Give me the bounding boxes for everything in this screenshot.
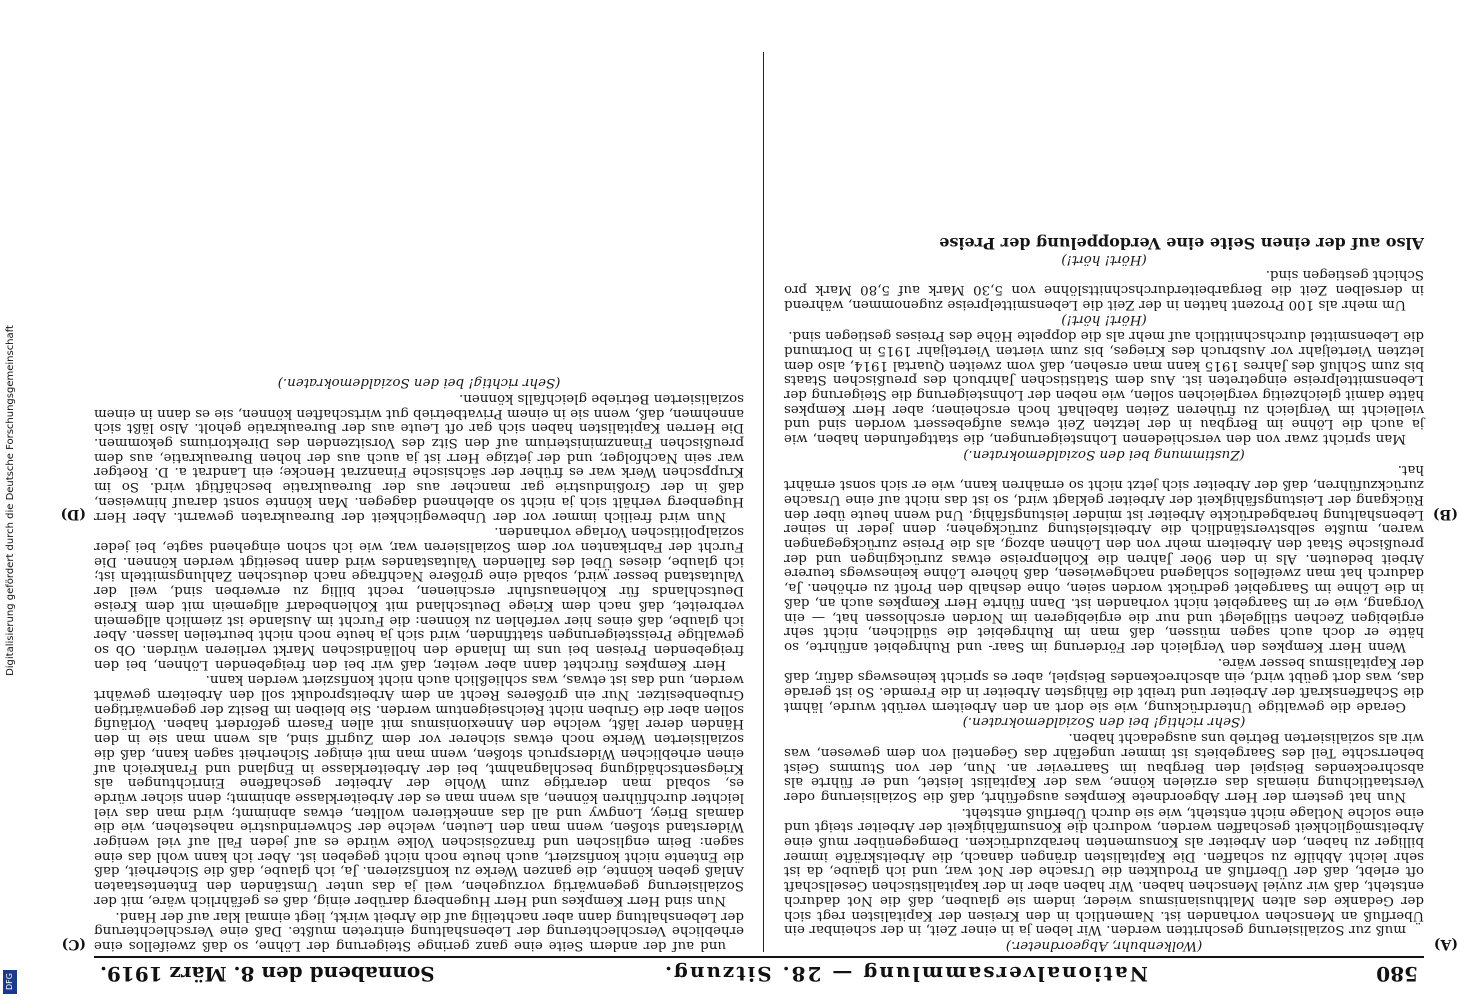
- interjection: (Hört! hört!): [1061, 251, 1147, 267]
- interjection: (Zustimmung bei den Sozialdemokraten.): [963, 446, 1245, 462]
- right-text-column: [94, 52, 744, 952]
- column-divider: [763, 52, 764, 952]
- paragraph: Man spricht zwar von den verschiedenen Lohnsteigerungen, die stattgefunden haben, wie ja auch die Löhne im Bergbau in der letzten Zeit etwas aufgebessert worden sind und vielleicht im Vergleich zu früheren Zeiten fabelhaft hoch erscheinen; aber Herr Kempkes hätte damit gleichzeitig vergleichen sollen, wie neben der Lohnsteigerung die Steigerung der Lebensmittelpreise eingetreten ist. Aus dem Statistischen Jahrbuch des preußischen Staats bis zum Schluß des Jahres 1915 kann man ersehen, daß vom zweiten Quartal 1914, also dem letzten Vierteljahr vor Ausbruch des Krieges, bis zum vierten Vierteljahr 1915 in Dortmund die Lebensmittel durchschnittlich auf mehr als die doppelte Höhe des Preises gestiegen sind.: [784, 328, 1424, 447]
- paragraph: Herr Kempkes fürchtet dann aber weiter, daß wir bei den freigebenden Löhnen, bei den freigebenden Preisen bei uns im Inlande den holländischen Markt verlieren würden. Ob so gewaltige Preissteigerungen stattfinden, wird sich ja heute noch nicht beurteilen lassen. Aber ich glaube, daß eines hier verfehlen zu können: die Furcht im Auslande ist ziemlich allgemein verbreitet, daß nach dem Kriege Deutschland mit Kohlenbedarf allgemein mit dem Kreise Deutschlands für Kohlenausfuhr erschienen, recht billig zu erwerben sind, weil der Valutastand besser wird, sobald eine größere Nachfrage nach deutschen Zahlungsmitteln ist; ich glaube, dieses Übel des fallenden Valutastandes wird dann beseitigt werden können. Die Furcht der Fabrikanten vor dem Sozialisieren war, wie ich schon eingehend sagte, bei jeder sozialpolitischen Vorlage vorhanden.: [94, 524, 744, 672]
- paragraph: Wenn Herr Kempkes den Vergleich der Förderung im Saar- und Ruhrgebiet anführte, so hätte er doch auch sagen müssen, daß man im Ruhrgebiet die südlichen, nicht sehr ergiebigen Zechen stillgelegt und nur die ergiebigeren im Norden erschlossen hat, — ein Vorgang, wie er im Saargebiet nicht vorhanden ist. Dann führte Herr Kempkes auch an, daß in die Löhne im Saargebiet gedrückt worden seien, ohne deshalb den Profit zu erhöhen. Ja, dadurch hat man zweifellos schlagend nachgewiesen, daß höhere Löhne keineswegs teurere Arbeit bedeuten. Als in den 90er Jahren die Kohlenpreise etwas zurückgingen und der preußische Staat den Arbeitern mehr von den Löhnen abzog, als die Preise zurückgegangen waren, mußte selbstverständlich die Arbeitsleistung zurückgehen; denn jeder in seiner Lebenshaltung herabgedrückte Arbeiter ist minder leistungsfähig. Und wenn heute über den Rückgang der Leistungsfähigkeit der Arbeiter geklagt wird, so ist das nicht auf eine Ursache zurückzuführen, daß der Arbeiter sich jetzt nicht so ernähren kann, wie er sich sonst ernährt hat.: [784, 462, 1424, 654]
- interjection: (Sehr richtig! bei den Sozialdemokraten.): [962, 714, 1246, 730]
- credit-text: Digitalisierung gefördert durch die Deutsche Forschungsgemeinschaft: [4, 324, 16, 676]
- paragraph: Nun wird freilich immer vor der Unbeweglichkeit der Bureaukraten gewarnt. Aber Herr Hugenberg verhält sich ja nicht so ablehnend dagegen. Man könnte sonst darauf hinweisen, daß in der Großindustrie gar mancher aus der Bureaukratie beschäftigt wird. So im Kruppschen Werk war es früher der sächsische Finanzrat Hencke; ein Landrat a. D. Roetger war sein Nachfolger, und der jetzige Herr ist ja auch aus der hohen Bureaukratie, aus dem preußischen Finanzministerium auf den Sitz des Vorsitzenden des Direktoriums gekommen. Die Herren Kapitalisten haben sich gar oft Leute aus der Bureaukratie geholt. Also läßt sich annehmen, daß, wenn sie in einem Privatbetrieb gut wirtschaften können, sie es dann in einem sozialisierten Betriebe gleichfalls können.: [94, 390, 744, 524]
- page-body: [60, 52, 1458, 953]
- margin-marker-d: (D): [60, 506, 86, 522]
- page-date: Sonnabend den 8. März 1919.: [100, 962, 435, 986]
- paragraph: und auf der andern Seite eine ganz geringe Steigerung der Löhne, so daß zweifellos eine erhebliche Verschlechterung der Lebenshaltung eintreten mußte. Daß eine Verschlechterung der Lebenshaltung dann aber nachteilig auf die Arbeit wirkt, liegt einmal klar auf der Hand.: [94, 908, 744, 953]
- paragraph: Nun hat gestern der Herr Abgeordnete Kempkes ausgeführt, daß die Sozialisierung oder Verstaatlichung niemals das erzielen könne, was der Kapitalist leistet, und er führte als abschreckendes Beispiel den Bergbau im Saarrevier an. Nun, der von Stumms Geist beherrschte Teil des Saargebiets ist immer ungefähr das Gegenteil von dem gewesen, was wir als sozialisierten Betrieb uns ausgedacht haben.: [784, 730, 1424, 804]
- interjection: (Sehr richtig! bei den Sozialdemokraten.): [277, 375, 561, 391]
- margin-marker-c: (C): [61, 936, 86, 952]
- margin-marker-a: (A): [1433, 936, 1458, 952]
- speaker-name: (Wolkenbuhr, Abgeordneter.): [1005, 938, 1203, 953]
- paragraph: Gerade die gewaltige Unterdrückung, wie sie dort an den Arbeitern verübt wurde, lähmt die Schaffenskraft der Arbeiter und treibt die fähigsten Arbeiter in die Fremde. So ist gerade das, was dort geübt wird, ein abschreckendes Beispiel, aber es spricht keineswegs dafür, daß der Kapitalismus besser wäre.: [784, 654, 1424, 714]
- interjection: (Hört! hört!): [1061, 312, 1147, 328]
- paragraph: muß zur Sozialisierung geschritten werden. Wir leben ja in einer Zeit, in der scheinbar ein Überfluß an Menschen vorhanden ist. Namentlich in den Kreisen der Kapitalisten regt sich der Gedanke des alten Malthusianismus wieder, indem sie glauben, daß die Not dadurch entsteht, daß wir zuviel Menschen haben. Wir haben aber in der kapitalistischen Gesellschaft oft erlebt, daß der Überfluß an Produkten die Ursache der Not war, und ich glaube, da ist sehr leicht Abhilfe zu schaffen. Die Kapitalisten drängen danach, die Arbeitskräfte immer billiger zu haben, den Arbeiter als Konsumenten herabzudrücken. Demgegenüber muß eine Arbeitsmöglichkeit geschaffen werden, wodurch die Konsumfähigkeit der Arbeiter steigt und eine solche Notlage nicht entsteht, wie sie durch Überfluß entsteht.: [784, 804, 1424, 938]
- newspaper-page: [10, 10, 1458, 990]
- margin-marker-b: (B): [1432, 506, 1458, 522]
- paragraph: Um mehr als 100 Prozent hatten in der Zeit die Lebensmittelpreise zugenommen, während in derselben Zeit die Bergarbeiterdurchschnittslöhne von 5,30 Mark auf 5,80 Mark pro Schicht gestiegen sind.: [784, 267, 1424, 312]
- page-title: Nationalversammlung — 28. Sitzung.: [662, 962, 1148, 986]
- page-header: [94, 956, 1424, 990]
- left-text-column: [784, 52, 1424, 952]
- digitization-credit: [0, 0, 20, 1000]
- emphasized-line: Also auf der einen Seite eine Verdoppelung der Preise: [939, 233, 1424, 253]
- page-number: 580: [1376, 962, 1418, 986]
- paragraph: Nun sind Herr Kempkes und Herr Hugenberg darüber einig, daß es gefährlich wäre, mit der Sozialisierung gegenwärtig vorzugehen, weil ja das unter Umständen den Ententestaaten Anlaß geben könnte, die ganzen Werke zu konfiszieren. Ja, ich glaube, daß die Sicherheit, daß die Entente nicht konfisziert, auch heute noch nicht gegeben ist. Aber ich kann wohl das eine sagen: Beim englischen und französischen Volke würde es auf jeden Fall auf viel weniger Widerstand stoßen, wenn man den Leuten, welche der Schwerindustrie nahestehen, wie die damals Briey, Longwy und all das annektieren wollten, etwas abnimmt; wird man das viel leichter durchführen können, als wenn man es der Arbeiterklasse abnimmt; denn sicher würde es, sobald man derartige zum Wohle der Arbeiter geschaffene Einrichtungen als Kriegsentschädigung beschlagnahmt, bei der Arbeiterklasse in England und Frankreich auf einen erheblichen Widerspruch stoßen, wenn man mit einiger Sicherheit sagen kann, daß die sozialisierten Werke noch etwas sicherer vor dem Zugriff sind, als wenn man sie in den Händen derer läßt, welche den Annexionismus mit allen Fasern gefördert haben. Vorläufig sollen aber die Gruben nicht Reichseigentum werden. Sie bleiben im Besitz der gegenwärtigen Grubenbesitzer. Nur ein größeres Recht an dem Arbeitsprodukt soll den Arbeitern gewährt werden, und das ist etwas, was schließlich auch nicht konfisziert werden kann.: [94, 672, 744, 908]
- dfg-logo: DFG: [3, 970, 17, 994]
